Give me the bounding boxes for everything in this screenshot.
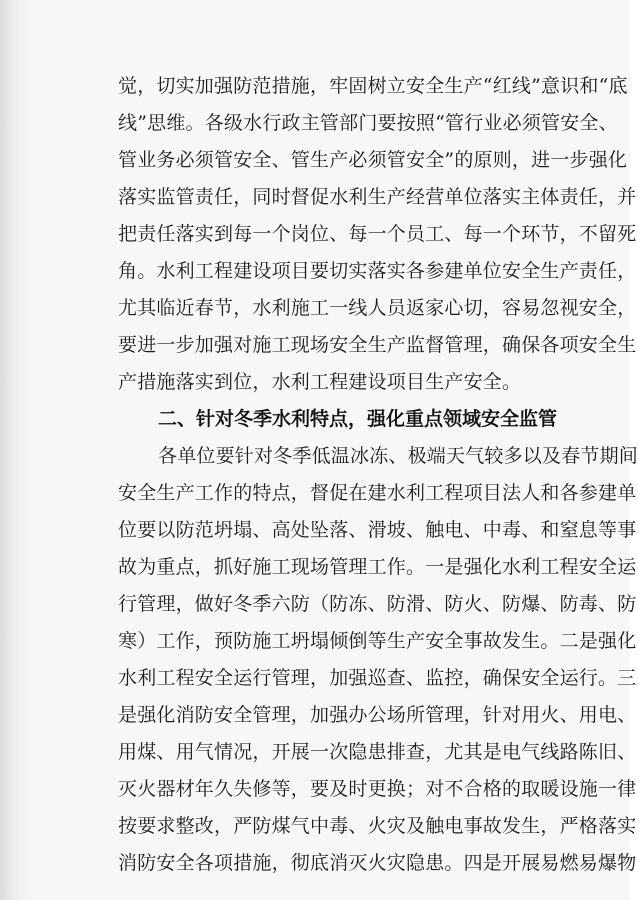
body-text-line: 消防安全各项措施，彻底消灭火灾隐患。四是开展易燃易爆物 (118, 852, 637, 874)
body-text-line: 线”思维。各级水行政主管部门要按照“管行业必须管安全、 (118, 112, 618, 134)
body-text-line: 按要求整改，严防煤气中毒、火灾及触电事故发生，严格落实 (118, 815, 637, 837)
scan-edge-shadow (0, 0, 30, 900)
body-text-line: 把责任落实到每一个岗位、每一个员工、每一个环节，不留死 (118, 223, 637, 245)
body-text-line: 位要以防范坍塌、高处坠落、滑坡、触电、中毒、和窒息等事 (118, 519, 637, 541)
body-text-line: 灭火器材年久失修等，要及时更换；对不合格的取暖设施一律 (118, 778, 637, 800)
body-text-line: 产措施落实到位，水利工程建设项目生产安全。 (118, 371, 522, 393)
body-text-line: 尤其临近春节，水利施工一线人员返家心切，容易忽视安全， (118, 297, 637, 319)
body-text-line: 用煤、用气情况，开展一次隐患排查，尤其是电气线路陈旧、 (118, 741, 637, 763)
body-text-line: 管业务必须管安全、管生产必须管安全”的原则，进一步强化 (118, 149, 628, 171)
body-text-line: 故为重点，抓好施工现场管理工作。一是强化水利工程安全运 (118, 556, 637, 578)
body-text-line: 落实监管责任，同时督促水利生产经营单位落实主体责任，并 (118, 186, 637, 208)
body-text-line: 各单位要针对冬季低温冰冻、极端天气较多以及春节期间 (158, 445, 638, 467)
body-text-line: 要进一步加强对施工现场安全生产监督管理，确保各项安全生 (118, 334, 637, 356)
body-text-line: 觉，切实加强防范措施，牢固树立安全生产“红线”意识和“底 (118, 75, 628, 97)
body-text-line: 角。水利工程建设项目要切实落实各参建单位安全生产责任， (118, 260, 637, 282)
body-text-line: 水利工程安全运行管理，加强巡查、监控，确保安全运行。三 (118, 667, 637, 689)
body-text-line: 是强化消防安全管理，加强办公场所管理，针对用火、用电、 (118, 704, 637, 726)
body-text-line: 安全生产工作的特点，督促在建水利工程项目法人和各参建单 (118, 482, 637, 504)
section-heading: 二、针对冬季水利特点，强化重点领域安全监管 (158, 408, 558, 430)
body-text-line: 寒）工作，预防施工坍塌倾倒等生产安全事故发生。二是强化 (118, 630, 637, 652)
body-text-line: 行管理，做好冬季六防（防冻、防滑、防火、防爆、防毒、防 (118, 593, 637, 615)
